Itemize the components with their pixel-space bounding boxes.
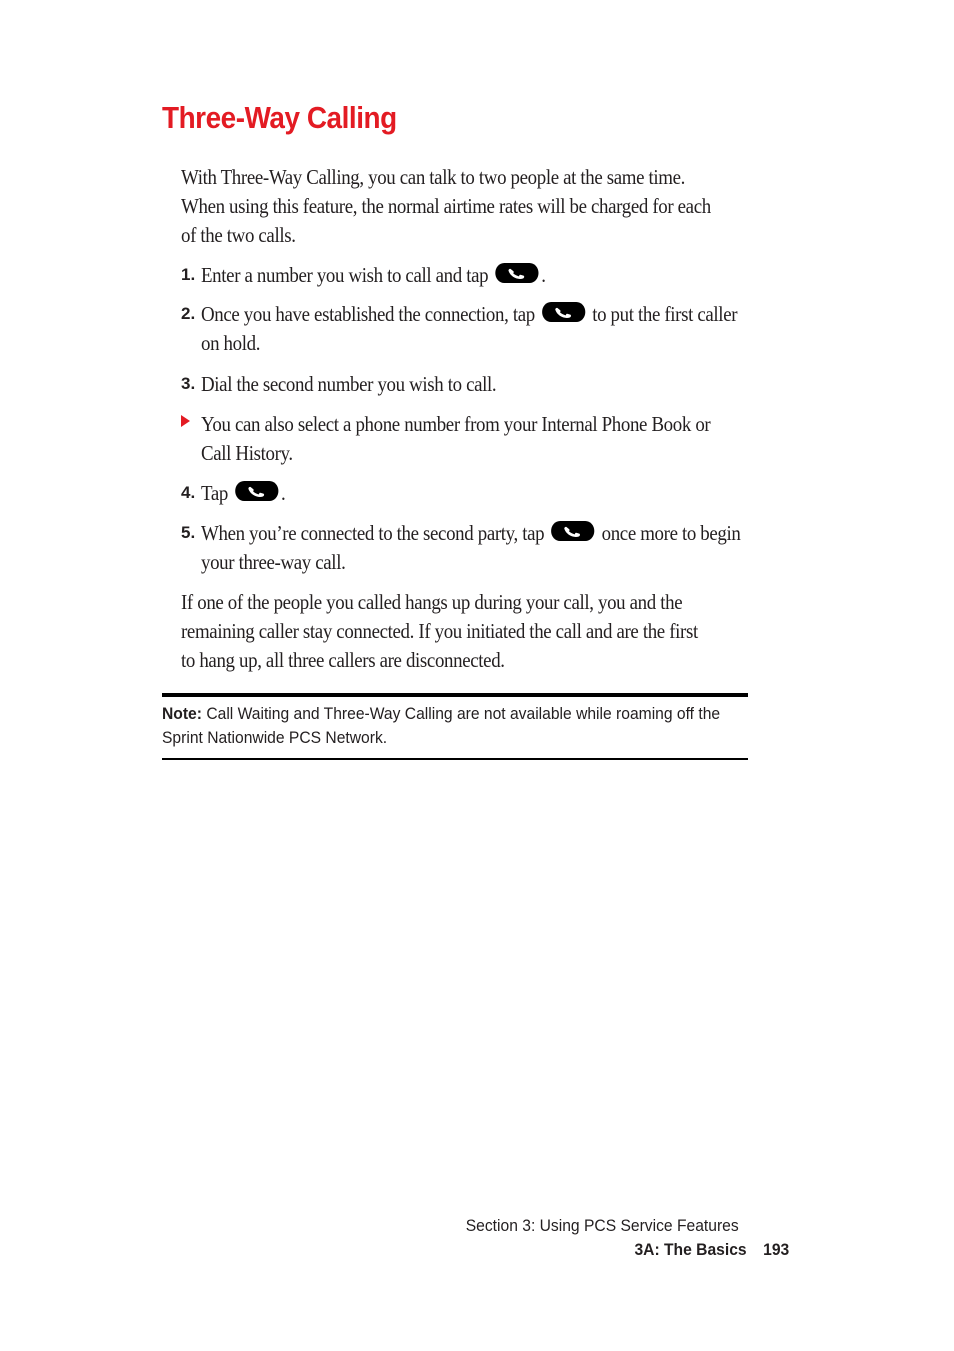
talk-key-icon (542, 302, 585, 322)
page-title: Three-Way Calling (162, 100, 397, 135)
note-top-rule (162, 693, 748, 697)
step-text: Enter a number you wish to call and tap (201, 263, 493, 287)
note-box (162, 702, 751, 750)
talk-key-icon (235, 481, 278, 501)
note-text: Call Waiting and Three-Way Calling are not available while roaming off the Sprint Nationwide PCS Network. (162, 704, 721, 747)
note-label: Note: (162, 704, 202, 723)
talk-key-icon (551, 521, 594, 541)
note-bottom-rule (162, 758, 748, 760)
footer-section-title: Section 3: Using PCS Service Features (466, 1216, 739, 1235)
step-text: When you’re connected to the second party, tap (201, 521, 549, 545)
triangle-bullet-icon (181, 415, 190, 427)
intro-paragraph: With Three-Way Calling, you can talk to two people at the same time. When using this feature, the normal airtime rates will be charged for each of the two calls. (181, 165, 711, 247)
step-text: Tap (201, 481, 233, 505)
step-number: 1. (181, 265, 196, 284)
page-number: 193 (762, 1240, 789, 1259)
closing-paragraph: If one of the people you called hangs up during your call, you and the remaining caller stay connected. If you initiated the call and are the first to hang up, all three callers are disconnected. (181, 590, 698, 672)
step-text: Once you have established the connection, tap (201, 302, 540, 326)
tip-text: You can also select a phone number from your Internal Phone Book or Call History. (201, 412, 711, 465)
step-text: Dial the second number you wish to call. (201, 372, 497, 396)
footer-chapter-title: 3A: The Basics (634, 1240, 747, 1259)
talk-key-icon (495, 263, 538, 283)
step-number: 3. (181, 374, 196, 393)
step-text-end: . (541, 263, 546, 287)
step-text-end: to put the first caller on hold. (201, 302, 738, 355)
footer-chapter (634, 1240, 789, 1260)
step-text-end: once more to begin your three-way call. (201, 521, 741, 574)
step-number: 4. (181, 483, 196, 502)
step-text-end: . (280, 481, 286, 505)
step-number: 5. (181, 523, 196, 542)
step-number: 2. (181, 304, 196, 323)
